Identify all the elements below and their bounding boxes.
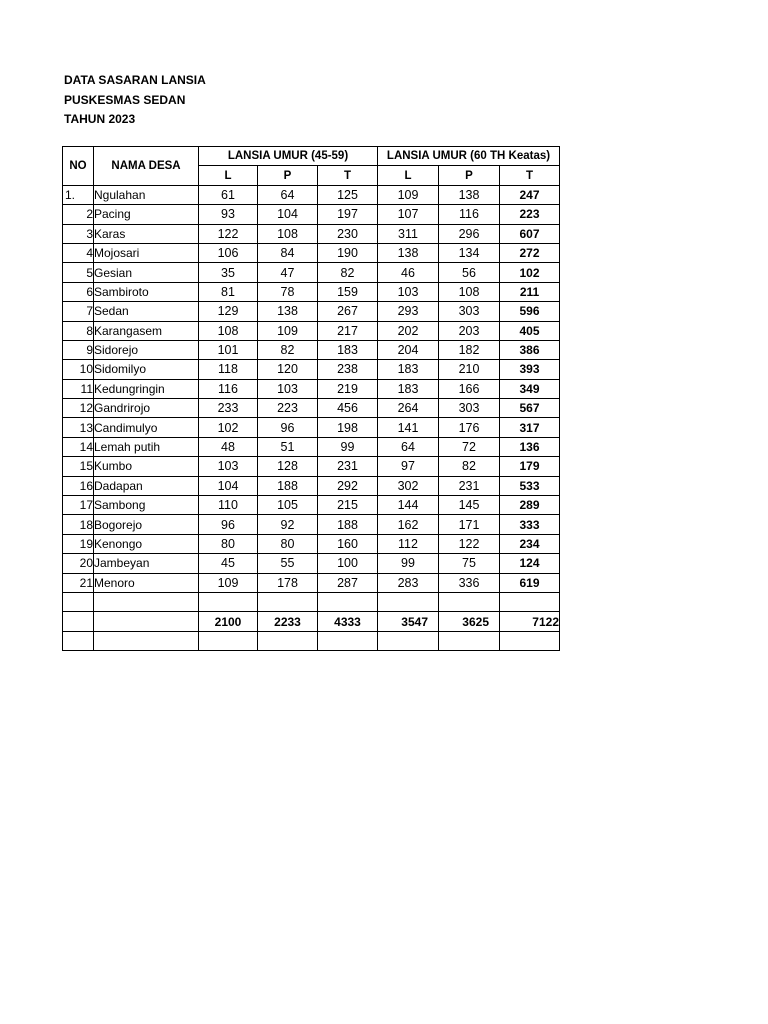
row-value: 231: [439, 476, 500, 495]
table-row: [63, 515, 560, 534]
table-row: [63, 554, 560, 573]
row-value: 171: [439, 515, 500, 534]
row-value: 405: [500, 321, 560, 340]
row-value: 110: [199, 496, 258, 515]
row-no: 6: [63, 282, 94, 301]
row-no: 5: [63, 263, 94, 282]
header-group-60-plus: LANSIA UMUR (60 TH Keatas): [378, 147, 560, 166]
row-value: 47: [258, 263, 318, 282]
empty-cell: [63, 631, 94, 650]
table-row: [63, 263, 560, 282]
row-nama-desa: Jambeyan: [94, 554, 199, 573]
table-row: [63, 457, 560, 476]
row-nama-desa: Karas: [94, 224, 199, 243]
row-value: 272: [500, 243, 560, 262]
row-value: 138: [378, 243, 439, 262]
heading-line-3: TAHUN 2023: [64, 112, 136, 126]
row-nama-desa: Kedungringin: [94, 379, 199, 398]
row-value: 283: [378, 573, 439, 592]
empty-cell: [63, 612, 94, 631]
table-row: [63, 573, 560, 592]
row-value: 78: [258, 282, 318, 301]
empty-cell: [258, 631, 318, 650]
empty-cell: [199, 631, 258, 650]
row-value: 188: [258, 476, 318, 495]
empty-cell: [500, 592, 560, 611]
row-value: 122: [439, 534, 500, 553]
row-value: 233: [199, 399, 258, 418]
table-row: [63, 399, 560, 418]
table-row: [63, 437, 560, 456]
header-row-groups: [63, 147, 560, 166]
empty-cell: [378, 592, 439, 611]
table-row: [63, 534, 560, 553]
row-value: 289: [500, 496, 560, 515]
row-value: 230: [318, 224, 378, 243]
empty-cell: [500, 631, 560, 650]
row-value: 292: [318, 476, 378, 495]
row-no: 13: [63, 418, 94, 437]
table-row: [63, 476, 560, 495]
row-value: 267: [318, 302, 378, 321]
row-value: 293: [378, 302, 439, 321]
row-no: 18: [63, 515, 94, 534]
heading-line-2: PUSKESMAS SEDAN: [64, 92, 186, 107]
row-value: 82: [258, 340, 318, 359]
row-value: 303: [439, 399, 500, 418]
row-value: 104: [258, 205, 318, 224]
row-value: 247: [500, 185, 560, 204]
row-no: 12: [63, 399, 94, 418]
lansia-table: [62, 146, 560, 651]
row-value: 215: [318, 496, 378, 515]
row-value: 105: [258, 496, 318, 515]
row-value: 97: [378, 457, 439, 476]
table-row: [63, 302, 560, 321]
row-value: 109: [378, 185, 439, 204]
row-value: 223: [500, 205, 560, 224]
row-value: 103: [199, 457, 258, 476]
row-value: 93: [199, 205, 258, 224]
row-value: 72: [439, 437, 500, 456]
row-nama-desa: Karangasem: [94, 321, 199, 340]
row-value: 303: [439, 302, 500, 321]
row-value: 138: [258, 302, 318, 321]
row-value: 219: [318, 379, 378, 398]
row-value: 159: [318, 282, 378, 301]
row-value: 183: [378, 379, 439, 398]
row-no: 19: [63, 534, 94, 553]
row-value: 204: [378, 340, 439, 359]
row-value: 190: [318, 243, 378, 262]
row-value: 116: [199, 379, 258, 398]
row-no: 17: [63, 496, 94, 515]
table-row: [63, 340, 560, 359]
row-value: 223: [258, 399, 318, 418]
row-value: 128: [258, 457, 318, 476]
row-value: 103: [378, 282, 439, 301]
table-row: [63, 224, 560, 243]
empty-cell: [94, 631, 199, 650]
row-no: 21: [63, 573, 94, 592]
row-nama-desa: Sambiroto: [94, 282, 199, 301]
row-value: 109: [199, 573, 258, 592]
empty-cell: [318, 592, 378, 611]
row-value: 179: [500, 457, 560, 476]
row-value: 211: [500, 282, 560, 301]
row-value: 134: [439, 243, 500, 262]
empty-row: [63, 631, 560, 650]
row-value: 160: [318, 534, 378, 553]
header-sub-p-2: P: [439, 166, 500, 185]
row-nama-desa: Lemah putih: [94, 437, 199, 456]
row-no: 7: [63, 302, 94, 321]
header-sub-l-1: L: [199, 166, 258, 185]
row-value: 182: [439, 340, 500, 359]
row-value: 166: [439, 379, 500, 398]
row-nama-desa: Sedan: [94, 302, 199, 321]
row-value: 183: [318, 340, 378, 359]
empty-cell: [199, 592, 258, 611]
total-value: 3547: [378, 612, 439, 631]
row-nama-desa: Kenongo: [94, 534, 199, 553]
empty-cell: [94, 592, 199, 611]
row-value: 99: [318, 437, 378, 456]
row-value: 317: [500, 418, 560, 437]
table-row: [63, 379, 560, 398]
row-value: 108: [439, 282, 500, 301]
row-value: 210: [439, 360, 500, 379]
row-value: 102: [199, 418, 258, 437]
row-value: 393: [500, 360, 560, 379]
row-value: 456: [318, 399, 378, 418]
row-value: 198: [318, 418, 378, 437]
row-value: 217: [318, 321, 378, 340]
row-value: 141: [378, 418, 439, 437]
row-value: 136: [500, 437, 560, 456]
row-value: 202: [378, 321, 439, 340]
row-nama-desa: Gesian: [94, 263, 199, 282]
row-value: 234: [500, 534, 560, 553]
row-value: 107: [378, 205, 439, 224]
row-value: 183: [378, 360, 439, 379]
row-value: 118: [199, 360, 258, 379]
row-nama-desa: Gandrirojo: [94, 399, 199, 418]
total-value: 4333: [318, 612, 378, 631]
row-no: 15: [63, 457, 94, 476]
header-no: NO: [63, 147, 94, 186]
row-nama-desa: Sidomilyo: [94, 360, 199, 379]
row-value: 64: [258, 185, 318, 204]
row-value: 99: [378, 554, 439, 573]
row-value: 125: [318, 185, 378, 204]
table-row: [63, 496, 560, 515]
row-nama-desa: Dadapan: [94, 476, 199, 495]
row-value: 46: [378, 263, 439, 282]
row-value: 112: [378, 534, 439, 553]
row-no: 8: [63, 321, 94, 340]
row-value: 122: [199, 224, 258, 243]
row-value: 100: [318, 554, 378, 573]
row-value: 178: [258, 573, 318, 592]
row-value: 138: [439, 185, 500, 204]
row-value: 80: [258, 534, 318, 553]
row-value: 84: [258, 243, 318, 262]
row-value: 96: [258, 418, 318, 437]
row-value: 264: [378, 399, 439, 418]
row-nama-desa: Kumbo: [94, 457, 199, 476]
row-value: 101: [199, 340, 258, 359]
row-value: 120: [258, 360, 318, 379]
row-value: 82: [318, 263, 378, 282]
row-no: 1.: [63, 185, 94, 204]
row-value: 35: [199, 263, 258, 282]
empty-cell: [439, 631, 500, 650]
row-value: 231: [318, 457, 378, 476]
row-no: 10: [63, 360, 94, 379]
table-row: [63, 282, 560, 301]
row-value: 124: [500, 554, 560, 573]
header-sub-t-1: T: [318, 166, 378, 185]
total-value: 2100: [199, 612, 258, 631]
row-value: 64: [378, 437, 439, 456]
row-value: 129: [199, 302, 258, 321]
total-value: 2233: [258, 612, 318, 631]
table-row: [63, 418, 560, 437]
row-no: 16: [63, 476, 94, 495]
row-value: 144: [378, 496, 439, 515]
row-value: 203: [439, 321, 500, 340]
total-value: 7122: [500, 612, 560, 631]
row-value: 81: [199, 282, 258, 301]
row-no: 20: [63, 554, 94, 573]
row-nama-desa: Ngulahan: [94, 185, 199, 204]
table-row: [63, 321, 560, 340]
row-no: 4: [63, 243, 94, 262]
row-value: 45: [199, 554, 258, 573]
row-value: 80: [199, 534, 258, 553]
row-no: 2: [63, 205, 94, 224]
row-value: 106: [199, 243, 258, 262]
row-nama-desa: Menoro: [94, 573, 199, 592]
row-value: 55: [258, 554, 318, 573]
row-value: 176: [439, 418, 500, 437]
empty-cell: [94, 612, 199, 631]
row-value: 61: [199, 185, 258, 204]
row-value: 108: [258, 224, 318, 243]
row-nama-desa: Sidorejo: [94, 340, 199, 359]
table-row: [63, 185, 560, 204]
row-value: 349: [500, 379, 560, 398]
row-value: 238: [318, 360, 378, 379]
row-value: 104: [199, 476, 258, 495]
row-nama-desa: Mojosari: [94, 243, 199, 262]
row-no: 11: [63, 379, 94, 398]
empty-row: [63, 592, 560, 611]
row-value: 56: [439, 263, 500, 282]
row-no: 9: [63, 340, 94, 359]
row-value: 75: [439, 554, 500, 573]
empty-cell: [63, 592, 94, 611]
row-value: 333: [500, 515, 560, 534]
header-sub-t-2: T: [500, 166, 560, 185]
row-value: 386: [500, 340, 560, 359]
row-no: 14: [63, 437, 94, 456]
row-value: 162: [378, 515, 439, 534]
row-nama-desa: Pacing: [94, 205, 199, 224]
empty-cell: [378, 631, 439, 650]
table-row: [63, 205, 560, 224]
empty-cell: [318, 631, 378, 650]
row-value: 197: [318, 205, 378, 224]
header-group-45-59: LANSIA UMUR (45-59): [199, 147, 378, 166]
heading-line-1: DATA SASARAN LANSIA: [64, 73, 206, 87]
row-value: 302: [378, 476, 439, 495]
header-sub-p-1: P: [258, 166, 318, 185]
row-nama-desa: Sambong: [94, 496, 199, 515]
table-row: [63, 360, 560, 379]
row-value: 336: [439, 573, 500, 592]
row-value: 102: [500, 263, 560, 282]
row-value: 82: [439, 457, 500, 476]
row-value: 596: [500, 302, 560, 321]
document-heading: [64, 71, 206, 130]
row-value: 311: [378, 224, 439, 243]
row-value: 92: [258, 515, 318, 534]
row-value: 567: [500, 399, 560, 418]
row-value: 188: [318, 515, 378, 534]
row-value: 108: [199, 321, 258, 340]
row-value: 619: [500, 573, 560, 592]
table-body: [63, 185, 560, 650]
empty-cell: [439, 592, 500, 611]
row-value: 287: [318, 573, 378, 592]
totals-row: [63, 612, 560, 631]
row-value: 296: [439, 224, 500, 243]
row-value: 48: [199, 437, 258, 456]
row-value: 109: [258, 321, 318, 340]
header-nama-desa: NAMA DESA: [94, 147, 199, 186]
empty-cell: [258, 592, 318, 611]
row-nama-desa: Bogorejo: [94, 515, 199, 534]
row-value: 533: [500, 476, 560, 495]
row-value: 145: [439, 496, 500, 515]
total-value: 3625: [439, 612, 500, 631]
row-no: 3: [63, 224, 94, 243]
row-value: 51: [258, 437, 318, 456]
row-value: 103: [258, 379, 318, 398]
row-value: 607: [500, 224, 560, 243]
row-value: 116: [439, 205, 500, 224]
row-nama-desa: Candimulyo: [94, 418, 199, 437]
table-row: [63, 243, 560, 262]
header-sub-l-2: L: [378, 166, 439, 185]
row-value: 96: [199, 515, 258, 534]
